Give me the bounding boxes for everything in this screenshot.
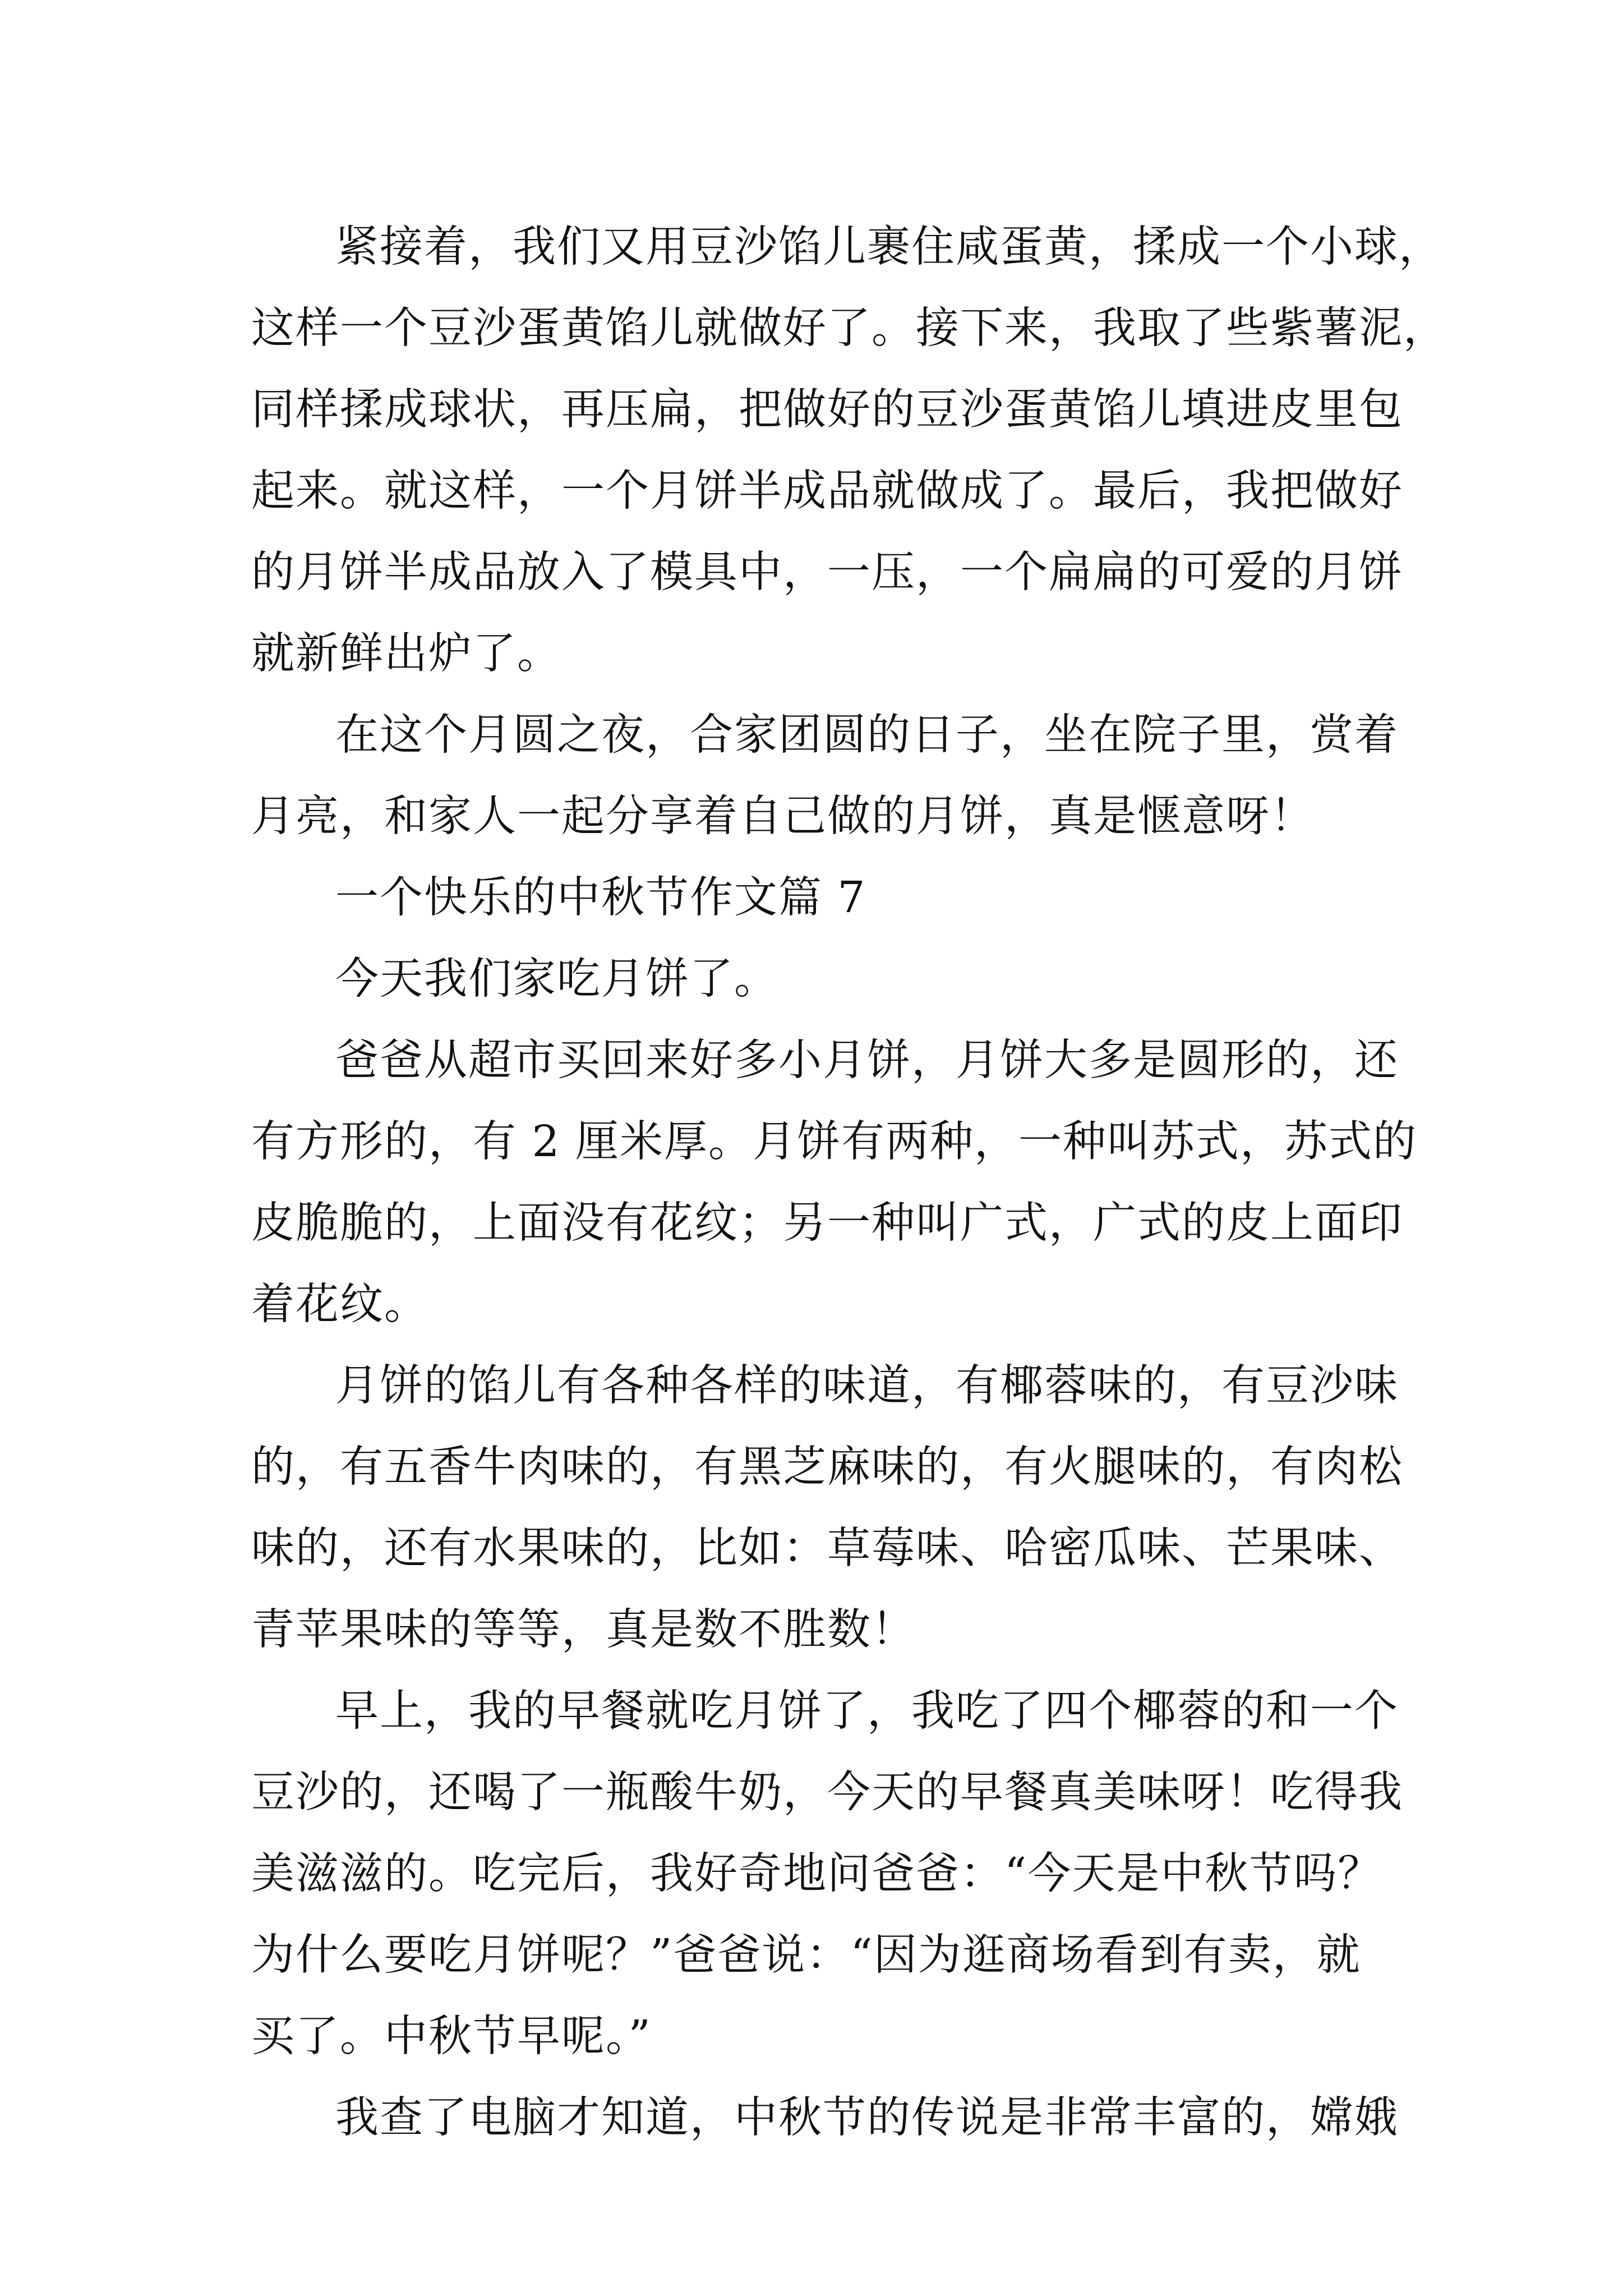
text-line: 月饼的馅儿有各种各样的味道，有椰蓉味的，有豆沙味 (335, 1361, 1399, 1411)
text-line: 就新鲜出炉了。 (251, 629, 561, 679)
text-line: 同样揉成球状，再压扁，把做好的豆沙蛋黄馅儿填进皮里包 (251, 385, 1403, 435)
text-line: 月亮，和家人一起分享着自己做的月饼，真是惬意呀！ (251, 792, 1315, 841)
text-line: 豆沙的，还喝了一瓶酸牛奶，今天的早餐真美味呀！吃得我 (251, 1768, 1403, 1818)
text-line: 在这个月圆之夜，合家团圆的日子，坐在院子里，赏着 (335, 710, 1399, 760)
text-line: 味的，还有水果味的，比如：草莓味、哈密瓜味、芒果味、 (251, 1524, 1403, 1573)
text-line: 这样一个豆沙蛋黄馅儿就做好了。接下来，我取了些紫薯泥， (251, 303, 1447, 353)
text-line: 的，有五香牛肉味的，有黑芝麻味的，有火腿味的，有肉松 (251, 1442, 1403, 1492)
text-line: 起来。就这样，一个月饼半成品就做成了。最后，我把做好 (251, 466, 1403, 516)
text-line: 的月饼半成品放入了模具中，一压，一个扁扁的可爱的月饼 (251, 547, 1403, 597)
text-line: 有方形的，有 2 厘米厚。月饼有两种，一种叫苏式，苏式的 (251, 1117, 1417, 1167)
section-heading: 一个快乐的中秋节作文篇 7 (335, 873, 866, 923)
text-line: 皮脆脆的，上面没有花纹；另一种叫广式，广式的皮上面印 (251, 1198, 1403, 1248)
text-line: 买了。中秋节早呢。” (251, 2012, 652, 2062)
text-line: 早上，我的早餐就吃月饼了，我吃了四个椰蓉的和一个 (335, 1686, 1399, 1736)
text-line: 今天我们家吃月饼了。 (335, 954, 778, 1004)
text-line: 紧接着，我们又用豆沙馅儿裹住咸蛋黄，揉成一个小球， (335, 222, 1443, 272)
text-line: 为什么要吃月饼呢？”爸爸说：“因为逛商场看到有卖，就 (251, 1930, 1361, 1980)
text-line: 爸爸从超市买回来好多小月饼，月饼大多是圆形的，还 (335, 1036, 1399, 1085)
text-line: 着花纹。 (251, 1280, 428, 1329)
text-line: 美滋滋的。吃完后，我好奇地问爸爸：“今天是中秋节吗？ (251, 1849, 1382, 1899)
document-body (251, 206, 1447, 2159)
text-line: 青苹果味的等等，真是数不胜数！ (251, 1605, 916, 1655)
text-line: 我查了电脑才知道，中秋节的传说是非常丰富的，嫦娥 (335, 2093, 1399, 2143)
